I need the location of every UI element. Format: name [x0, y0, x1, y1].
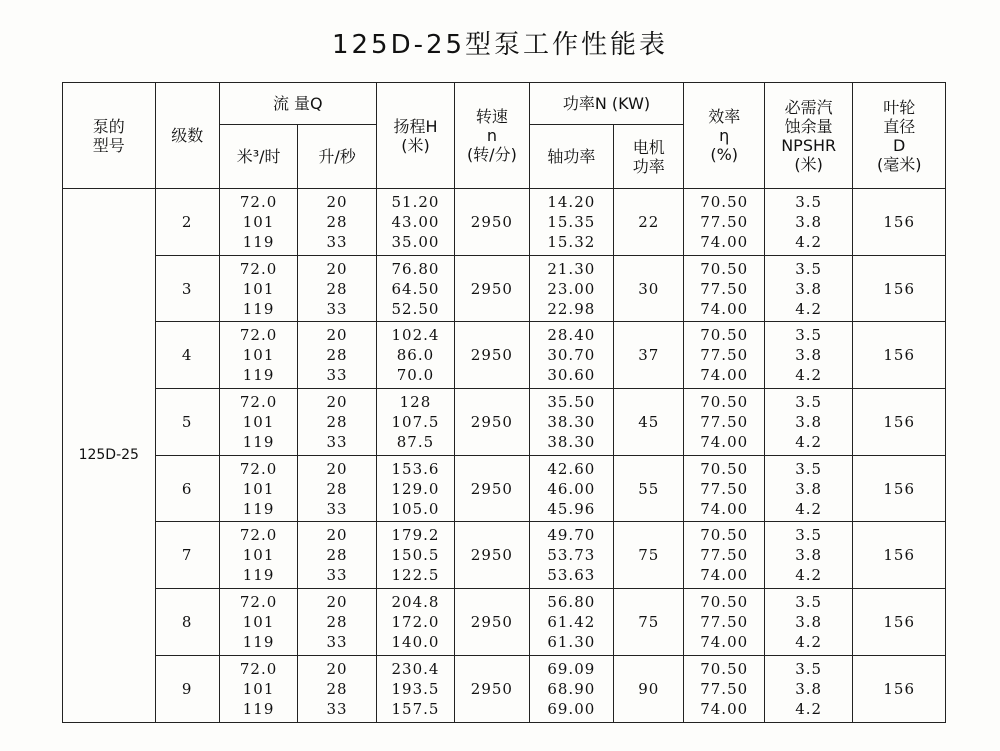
head-cell: 230.4 193.5 157.5 — [376, 655, 454, 722]
table-row — [63, 255, 946, 322]
header-impeller: 叶轮 直径 D (毫米) — [853, 83, 946, 189]
header-shaft-power: 轴功率 — [529, 125, 613, 189]
head-cell: 128 107.5 87.5 — [376, 389, 454, 456]
motor-power-cell: 90 — [614, 655, 684, 722]
stage-cell: 4 — [155, 322, 219, 389]
flow-m3h-cell: 72.0 101 119 — [219, 255, 297, 322]
impeller-cell: 156 — [853, 455, 946, 522]
motor-power-cell: 22 — [614, 189, 684, 256]
stage-cell: 5 — [155, 389, 219, 456]
header-flow-m3h: 米³/时 — [219, 125, 297, 189]
efficiency-cell: 70.50 77.50 74.00 — [684, 322, 764, 389]
shaft-power-cell: 21.30 23.00 22.98 — [529, 255, 613, 322]
impeller-cell: 156 — [853, 655, 946, 722]
table-row — [63, 455, 946, 522]
npshr-cell: 3.5 3.8 4.2 — [764, 589, 852, 656]
impeller-cell: 156 — [853, 189, 946, 256]
head-cell: 179.2 150.5 122.5 — [376, 522, 454, 589]
efficiency-cell: 70.50 77.50 74.00 — [684, 455, 764, 522]
motor-power-cell: 55 — [614, 455, 684, 522]
table-row — [63, 589, 946, 656]
impeller-cell: 156 — [853, 255, 946, 322]
stage-cell: 3 — [155, 255, 219, 322]
head-cell: 51.20 43.00 35.00 — [376, 189, 454, 256]
stage-cell: 2 — [155, 189, 219, 256]
flow-m3h-cell: 72.0 101 119 — [219, 455, 297, 522]
efficiency-cell: 70.50 77.50 74.00 — [684, 522, 764, 589]
flow-ls-cell: 20 28 33 — [298, 189, 376, 256]
table-row — [63, 189, 946, 256]
flow-ls-cell: 20 28 33 — [298, 455, 376, 522]
model-cell: 125D-25 — [63, 189, 156, 723]
npshr-cell: 3.5 3.8 4.2 — [764, 255, 852, 322]
performance-table — [62, 82, 946, 723]
flow-m3h-cell: 72.0 101 119 — [219, 389, 297, 456]
motor-power-cell: 30 — [614, 255, 684, 322]
impeller-cell: 156 — [853, 589, 946, 656]
speed-cell: 2950 — [455, 189, 529, 256]
header-motor-power: 电机 功率 — [614, 125, 684, 189]
speed-cell: 2950 — [455, 522, 529, 589]
shaft-power-cell: 28.40 30.70 30.60 — [529, 322, 613, 389]
shaft-power-cell: 14.20 15.35 15.32 — [529, 189, 613, 256]
header-npshr: 必需汽 蚀余量 NPSHR (米) — [764, 83, 852, 189]
flow-ls-cell: 20 28 33 — [298, 522, 376, 589]
header-efficiency: 效率 η (%) — [684, 83, 764, 189]
flow-m3h-cell: 72.0 101 119 — [219, 655, 297, 722]
npshr-cell: 3.5 3.8 4.2 — [764, 455, 852, 522]
table-row — [63, 522, 946, 589]
efficiency-cell: 70.50 77.50 74.00 — [684, 255, 764, 322]
impeller-cell: 156 — [853, 389, 946, 456]
flow-ls-cell: 20 28 33 — [298, 255, 376, 322]
npshr-cell: 3.5 3.8 4.2 — [764, 322, 852, 389]
speed-cell: 2950 — [455, 389, 529, 456]
page-title: 125D-25型泵工作性能表 — [331, 30, 669, 60]
flow-m3h-cell: 72.0 101 119 — [219, 322, 297, 389]
npshr-cell: 3.5 3.8 4.2 — [764, 389, 852, 456]
motor-power-cell: 75 — [614, 522, 684, 589]
header-model: 泵的 型号 — [63, 83, 156, 189]
table-row — [63, 655, 946, 722]
table-row — [63, 389, 946, 456]
flow-ls-cell: 20 28 33 — [298, 389, 376, 456]
shaft-power-cell: 56.80 61.42 61.30 — [529, 589, 613, 656]
stage-cell: 9 — [155, 655, 219, 722]
header-flow: 流 量Q — [219, 83, 376, 125]
shaft-power-cell: 35.50 38.30 38.30 — [529, 389, 613, 456]
efficiency-cell: 70.50 77.50 74.00 — [684, 589, 764, 656]
shaft-power-cell: 42.60 46.00 45.96 — [529, 455, 613, 522]
table-body — [63, 189, 946, 723]
head-cell: 204.8 172.0 140.0 — [376, 589, 454, 656]
header-head: 扬程H (米) — [376, 83, 454, 189]
flow-ls-cell: 20 28 33 — [298, 655, 376, 722]
head-cell: 153.6 129.0 105.0 — [376, 455, 454, 522]
header-flow-ls: 升/秒 — [298, 125, 376, 189]
impeller-cell: 156 — [853, 322, 946, 389]
shaft-power-cell: 49.70 53.73 53.63 — [529, 522, 613, 589]
npshr-cell: 3.5 3.8 4.2 — [764, 655, 852, 722]
header-power: 功率N (KW) — [529, 83, 684, 125]
flow-ls-cell: 20 28 33 — [298, 589, 376, 656]
stage-cell: 7 — [155, 522, 219, 589]
motor-power-cell: 45 — [614, 389, 684, 456]
speed-cell: 2950 — [455, 655, 529, 722]
efficiency-cell: 70.50 77.50 74.00 — [684, 389, 764, 456]
flow-m3h-cell: 72.0 101 119 — [219, 522, 297, 589]
motor-power-cell: 75 — [614, 589, 684, 656]
speed-cell: 2950 — [455, 322, 529, 389]
flow-ls-cell: 20 28 33 — [298, 322, 376, 389]
impeller-cell: 156 — [853, 522, 946, 589]
stage-cell: 8 — [155, 589, 219, 656]
speed-cell: 2950 — [455, 455, 529, 522]
npshr-cell: 3.5 3.8 4.2 — [764, 189, 852, 256]
speed-cell: 2950 — [455, 255, 529, 322]
stage-cell: 6 — [155, 455, 219, 522]
shaft-power-cell: 69.09 68.90 69.00 — [529, 655, 613, 722]
efficiency-cell: 70.50 77.50 74.00 — [684, 189, 764, 256]
npshr-cell: 3.5 3.8 4.2 — [764, 522, 852, 589]
motor-power-cell: 37 — [614, 322, 684, 389]
head-cell: 102.4 86.0 70.0 — [376, 322, 454, 389]
flow-m3h-cell: 72.0 101 119 — [219, 589, 297, 656]
header-speed: 转速 n (转/分) — [455, 83, 529, 189]
table-row — [63, 322, 946, 389]
head-cell: 76.80 64.50 52.50 — [376, 255, 454, 322]
flow-m3h-cell: 72.0 101 119 — [219, 189, 297, 256]
header-stages: 级数 — [155, 83, 219, 189]
speed-cell: 2950 — [455, 589, 529, 656]
efficiency-cell: 70.50 77.50 74.00 — [684, 655, 764, 722]
